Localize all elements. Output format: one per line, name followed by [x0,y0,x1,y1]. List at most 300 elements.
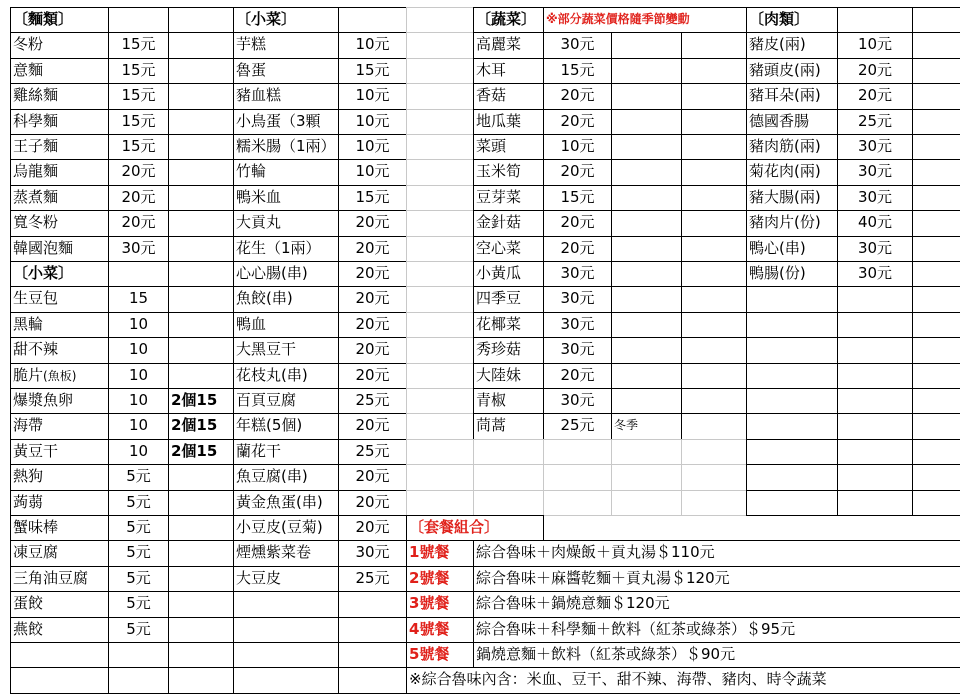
item-price: 20元 [543,210,612,236]
item-name [10,617,109,643]
item-price: 25元 [338,388,407,414]
item-price: 30元 [837,159,913,185]
item-name: 茼蒿 [473,413,544,439]
item-name: 百頁豆腐 [233,388,339,414]
item-price: 30元 [837,185,913,211]
item-price: 30元 [837,236,913,262]
grid-cell [406,413,474,439]
item-name: 香菇 [473,83,544,109]
item-name: 大陸妹 [473,363,544,389]
item-name: 蒸煮麵 [10,185,109,211]
set-description: 綜合魯味＋科學麵＋飲料（紅茶或綠茶）＄95元 [473,617,960,643]
item-price: 25元 [338,566,407,592]
grid-cell [406,286,474,312]
item-price: 20元 [837,83,913,109]
item-name: 煙燻紫菜卷 [233,540,339,566]
grid-cell [746,363,838,389]
item-name: 秀珍菇 [473,337,544,363]
grid-cell [837,7,913,33]
item-price: 20元 [338,464,407,490]
item-name: 大貢丸 [233,210,339,236]
grid-cell [837,490,913,516]
item-price: 20元 [338,210,407,236]
item-name [10,388,109,414]
blank-cell [912,32,960,58]
grid-cell [406,32,474,58]
item-extra [611,109,682,135]
grid-cell [746,337,838,363]
item-name: 花生（1兩） [233,236,339,262]
item-name: 小鳥蛋（3顆 [233,109,339,135]
grid-cell [543,464,612,490]
item-price: 15元 [108,134,169,160]
set-description: 鍋燒意麵＋飲料（紅茶或綠茶）＄90元 [473,642,960,668]
item-name: 菜頭 [473,134,544,160]
item-name: 金針菇 [473,210,544,236]
item-price: 20元 [338,236,407,262]
grid-cell [338,667,407,693]
grid-cell [837,413,913,439]
blank-cell [681,159,747,185]
item-name: 科學麵 [10,109,109,135]
item-name: 花枝丸(串) [233,363,339,389]
grid-cell [473,439,544,465]
grid-cell [912,363,960,389]
item-price: 15元 [543,58,612,84]
item-extra [611,286,682,312]
set-description: 綜合魯味＋肉燥飯＋貢丸湯＄110元 [473,540,960,566]
item-price: 20元 [338,261,407,287]
grid-cell [168,7,234,33]
item-name: 冬粉 [10,32,109,58]
blank-cell [681,83,747,109]
deal-price [168,617,234,643]
item-name: 鴨腸(份) [746,261,838,287]
item-name: 空心菜 [473,236,544,262]
blank-cell [168,109,234,135]
grid-cell [543,439,612,465]
grid-cell [912,464,960,490]
item-price: 5元 [108,617,169,643]
item-price: 30元 [543,312,612,338]
set-description: 綜合魯味＋麻醬乾麵＋貢丸湯＄120元 [473,566,960,592]
item-name: 魚餃(串) [233,286,339,312]
grid-cell [406,7,474,33]
grid-cell [837,337,913,363]
item-price: 20元 [108,185,169,211]
item-name: 豬大腸(兩) [746,185,838,211]
item-name: 玉米筍 [473,159,544,185]
item-name [10,591,109,617]
item-price: 5元 [108,464,169,490]
item-name: 鴨血 [233,312,339,338]
deal-price: 2個15 [168,388,234,414]
item-name: 寬冬粉 [10,210,109,236]
grid-cell [406,185,474,211]
grid-cell [406,312,474,338]
item-price: 10元 [338,159,407,185]
item-name-text: 黃豆干 [13,441,59,460]
grid-cell [912,413,960,439]
item-extra [611,363,682,389]
grid-cell [912,388,960,414]
blank-cell [912,210,960,236]
item-name: 芋糕 [233,32,339,58]
grid-cell [837,286,913,312]
item-extra [611,32,682,58]
item-price: 5元 [108,540,169,566]
item-extra [611,236,682,262]
grid-cell [837,312,913,338]
item-name-text: 燕餃 [13,619,44,638]
item-name-text: 三角油豆腐 [13,568,89,587]
blank-cell [168,83,234,109]
item-name: 高麗菜 [473,32,544,58]
item-name: 鴨心(串) [746,236,838,262]
item-price: 20元 [543,83,612,109]
blank-cell [681,337,747,363]
blank-cell [681,236,747,262]
item-extra [611,261,682,287]
item-price: 20元 [338,363,407,389]
item-price: 10 [108,413,169,439]
blank-cell [168,236,234,262]
item-extra: 冬季 [611,413,682,439]
blank-cell [912,261,960,287]
item-price: 20元 [543,109,612,135]
item-price: 5元 [108,515,169,541]
item-price: 15元 [108,83,169,109]
grid-cell [233,667,339,693]
grid-cell [168,642,234,668]
grid-cell [746,464,838,490]
grid-cell [543,490,612,516]
blank-cell [681,413,747,439]
item-name: 烏龍麵 [10,159,109,185]
item-name [10,312,109,338]
grid-cell [912,490,960,516]
grid-cell [406,490,474,516]
item-name-text: 爆漿魚卵 [13,391,74,409]
blank-cell [912,134,960,160]
set-number: 5號餐 [406,642,474,668]
item-name: 小黃瓜 [473,261,544,287]
item-extra [611,312,682,338]
item-price: 20元 [543,159,612,185]
grid-cell [681,439,747,465]
item-name: 德國香腸 [746,109,838,135]
item-price: 30元 [837,261,913,287]
section-header-sets: 〔套餐組合〕 [406,515,544,541]
grid-cell [338,7,407,33]
grid-cell [168,667,234,693]
item-price: 20元 [543,236,612,262]
item-name [10,566,109,592]
item-name-text: 蒟蒻 [13,492,44,511]
grid-cell [233,591,339,617]
deal-price: 2個15 [168,413,234,439]
item-price: 10 [108,337,169,363]
item-name [10,286,109,312]
grid-cell [912,286,960,312]
item-price: 20元 [543,363,612,389]
grid-cell [912,312,960,338]
item-price: 10 [108,388,169,414]
deal-price [168,540,234,566]
grid-cell [912,337,960,363]
item-name-text: 蟹味棒 [13,518,59,536]
section-header-meat: 〔肉類〕 [746,7,838,33]
item-name: 鴨米血 [233,185,339,211]
item-name: 花椰菜 [473,312,544,338]
grid-cell [746,413,838,439]
item-price: 15元 [338,185,407,211]
grid-cell [108,667,169,693]
grid-cell [10,667,109,693]
item-price: 5元 [108,591,169,617]
grid-cell [406,261,474,287]
section-header-sides-2: 〔小菜〕 [233,7,339,33]
item-name [10,490,109,516]
blank-cell [912,83,960,109]
item-extra [611,210,682,236]
blank-cell [681,363,747,389]
item-price: 25元 [543,413,612,439]
set-number: 4號餐 [406,617,474,643]
item-name: 豆芽菜 [473,185,544,211]
item-price: 20元 [338,337,407,363]
deal-price [168,363,234,389]
item-extra [611,388,682,414]
item-name: 黃金魚蛋(串) [233,490,339,516]
item-name: 心心腸(串) [233,261,339,287]
blank-cell [912,236,960,262]
set-description: 綜合魯味＋鍋燒意麵＄120元 [473,591,960,617]
item-price: 25元 [338,439,407,465]
grid-cell [233,642,339,668]
blank-cell [681,32,747,58]
item-name: 意麵 [10,58,109,84]
item-name [10,540,109,566]
grid-cell [837,464,913,490]
blank-cell [168,185,234,211]
item-price: 30元 [338,540,407,566]
deal-price [168,591,234,617]
blank-cell [168,32,234,58]
item-name: 蘭花干 [233,439,339,465]
item-extra [611,58,682,84]
item-name [10,515,109,541]
deal-price [168,490,234,516]
deal-price [168,286,234,312]
deal-price [168,337,234,363]
item-name: 大黑豆干 [233,337,339,363]
grid-cell [611,439,682,465]
deal-price [168,566,234,592]
set-number: 3號餐 [406,591,474,617]
item-price: 5元 [108,566,169,592]
item-price: 20元 [108,210,169,236]
item-price: 20元 [338,312,407,338]
grid-cell [233,617,339,643]
blank-cell [681,210,747,236]
item-name-text: 熱狗 [13,467,44,486]
blank-cell [168,58,234,84]
grid-cell [473,490,544,516]
item-price: 30元 [543,261,612,287]
grid-cell [406,439,474,465]
grid-cell [338,642,407,668]
item-price: 30元 [543,337,612,363]
grid-cell [338,591,407,617]
grid-cell [611,464,682,490]
item-name: 韓國泡麵 [10,236,109,262]
item-price: 25元 [837,109,913,135]
item-price: 10元 [543,134,612,160]
item-name: 四季豆 [473,286,544,312]
blank-cell [681,312,747,338]
item-price: 10元 [338,83,407,109]
item-name-text: 脆片 [13,365,44,384]
item-name: 豬肉片(份) [746,210,838,236]
section-header-noodles: 〔麵類〕 [10,7,109,33]
blank-cell [912,58,960,84]
blank-cell [168,159,234,185]
blank-cell [912,159,960,185]
grid-cell [837,439,913,465]
grid-cell [108,261,169,287]
deal-price [168,515,234,541]
item-price: 20元 [338,286,407,312]
grid-cell [406,388,474,414]
blank-cell [681,185,747,211]
item-name: 小豆皮(豆菊) [233,515,339,541]
item-extra [611,159,682,185]
item-price: 30元 [543,286,612,312]
item-name: 木耳 [473,58,544,84]
blank-cell [681,109,747,135]
grid-cell [912,439,960,465]
item-name: 年糕(5個) [233,413,339,439]
item-name: 糯米腸（1兩） [233,134,339,160]
grid-cell [473,464,544,490]
blank-cell [681,261,747,287]
grid-cell [746,286,838,312]
item-price: 30元 [543,388,612,414]
grid-cell [338,617,407,643]
item-price: 20元 [338,515,407,541]
item-name-text: 黑輪 [13,314,44,333]
blank-cell [168,134,234,160]
item-price: 15元 [338,58,407,84]
grid-cell [406,58,474,84]
item-name [10,363,109,389]
item-extra [611,134,682,160]
item-name: 豬肉筋(兩) [746,134,838,160]
item-name: 青椒 [473,388,544,414]
grid-cell [611,490,682,516]
item-name: 大豆皮 [233,566,339,592]
item-price: 20元 [837,58,913,84]
grid-cell [746,388,838,414]
item-price: 30元 [543,32,612,58]
grid-cell [406,210,474,236]
item-price: 20元 [338,413,407,439]
item-name: 豬頭皮(兩) [746,58,838,84]
item-name: 魚豆腐(串) [233,464,339,490]
item-price: 15元 [108,109,169,135]
item-name: 竹輪 [233,159,339,185]
blank-cell [681,388,747,414]
item-name [10,439,109,465]
item-price: 10元 [338,109,407,135]
item-extra [611,185,682,211]
vegetable-price-note: ※部分蔬菜價格隨季節變動 [543,7,747,33]
item-price: 10 [108,312,169,338]
item-name: 王子麵 [10,134,109,160]
grid-cell [168,261,234,287]
item-name-text: 凍豆腐 [13,543,59,562]
item-name: 菊花肉(兩) [746,159,838,185]
grid-cell [406,236,474,262]
item-price: 40元 [837,210,913,236]
blank-cell [681,134,747,160]
item-price: 5元 [108,490,169,516]
grid-cell [406,464,474,490]
item-name: 豬皮(兩) [746,32,838,58]
blank-cell [681,286,747,312]
item-price: 20元 [108,159,169,185]
item-price: 20元 [338,490,407,516]
item-price: 15 [108,286,169,312]
item-price: 15元 [108,58,169,84]
grid-cell [746,490,838,516]
item-name: 豬血糕 [233,83,339,109]
grid-cell [406,134,474,160]
grid-cell [108,642,169,668]
item-price: 10元 [338,32,407,58]
item-price: 30元 [837,134,913,160]
item-name: 豬耳朵(兩) [746,83,838,109]
item-extra [611,337,682,363]
blank-cell [168,210,234,236]
set-number: 1號餐 [406,540,474,566]
item-price: 15元 [543,185,612,211]
grid-cell [681,490,747,516]
deal-price [168,312,234,338]
section-header-sides: 〔小菜〕 [10,261,109,287]
grid-cell [108,7,169,33]
item-price: 15元 [108,32,169,58]
item-name [10,337,109,363]
item-price: 30元 [108,236,169,262]
section-header-vegetables: 〔蔬菜〕 [473,7,544,33]
item-price: 10 [108,439,169,465]
item-name-text: 蛋餃 [13,594,44,613]
set-number: 2號餐 [406,566,474,592]
grid-cell [406,363,474,389]
item-extra [611,83,682,109]
item-name-text: 甜不辣 [13,340,59,359]
item-price: 10元 [338,134,407,160]
grid-cell [406,83,474,109]
item-name [10,464,109,490]
item-price: 10 [108,363,169,389]
grid-cell [681,464,747,490]
grid-cell [10,642,109,668]
grid-cell [406,337,474,363]
item-name: 魯蛋 [233,58,339,84]
